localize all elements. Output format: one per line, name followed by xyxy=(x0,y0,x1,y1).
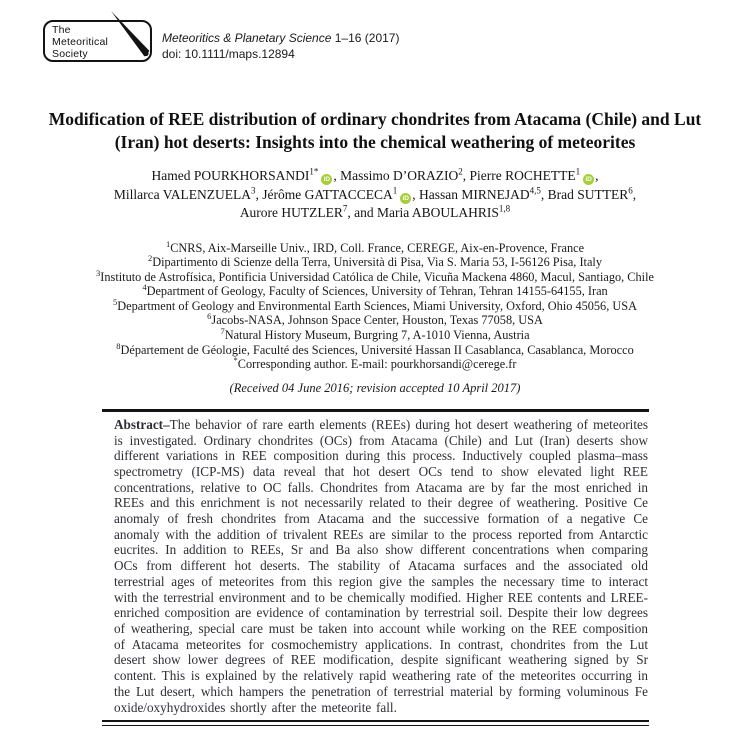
received-line: (Received 04 June 2016; revision accepted 10 April 2017) xyxy=(229,380,521,395)
doi-line: doi: 10.1111/maps.12894 xyxy=(162,47,295,61)
abstract-paragraph xyxy=(102,417,649,715)
corresponding-author-line: *Corresponding author. E-mail: pourkhorsandi@cerege.fr xyxy=(233,355,517,372)
author: Pierre ROCHETTE$^1$iD , xyxy=(469,166,599,183)
author-line-3 xyxy=(0,204,750,223)
journal-citation-line xyxy=(162,30,399,46)
author: Brad SUTTER$^6$, xyxy=(547,185,637,202)
affiliation-line: $^7$Natural History Museum, Burgring 7, A-1010 Vienna, Austria xyxy=(220,325,530,343)
author-line-2 xyxy=(0,186,750,205)
orcid-icon[interactable]: iD xyxy=(321,174,332,185)
journal-header xyxy=(162,30,399,62)
journal-name: Meteoritics & Planetary Science xyxy=(162,31,332,45)
paper-title: Modification of REE distribution of ordinary chondrites from Atacama (Chile) and Lut (Iran) hot deserts: Insights into the chemical weathering of meteorites xyxy=(48,109,702,152)
orcid-icon[interactable]: iD xyxy=(400,193,411,204)
author: Maria ABOULAHRIS$^{1,8}$ xyxy=(377,203,511,220)
affiliation-line: $^6$Jacobs-NASA, Johnson Space Center, Houston, Texas 77058, USA xyxy=(207,311,543,328)
logo-text-line: The xyxy=(52,24,71,36)
affiliation-line: $^3$Instituto de Astrofísica, Pontificia Universidad Católica de Chile, Vicuña Mackena 4860, Macul, Santiago, Chile xyxy=(96,267,654,284)
affiliation-line: $^2$Dipartimento di Scienze della Terra, Università di Pisa, Via S. Maria 53, I-56126 Pisa, Italy xyxy=(147,253,602,270)
author-line-1 xyxy=(0,167,750,186)
logo-box xyxy=(43,20,152,62)
logo-text-line: Meteoritical xyxy=(52,36,109,48)
author: Massimo D’ORAZIO$^2$, xyxy=(340,166,470,183)
affiliation-line: $^5$Department of Geology and Environmental Earth Sciences, Miami University, Oxford, Ohio 45056, USA xyxy=(113,296,637,313)
author: Aurore HUTZLER$^7$, and xyxy=(239,203,378,220)
meteoritical-society-logo xyxy=(43,20,152,62)
author: Hassan MIRNEJAD$^{4,5}$, xyxy=(419,185,548,202)
affiliation-line: $^1$CNRS, Aix-Marseille Univ., IRD, Coll. France, CEREGE, Aix-en-Provence, France xyxy=(165,238,585,255)
affiliation-list xyxy=(0,238,750,372)
journal-issue: 1–16 (2017) xyxy=(334,31,400,45)
author: Jérôme GATTACCECA$^1$iD , xyxy=(262,185,419,202)
logo-text-line: Society xyxy=(52,48,88,60)
author: Hamed $POURKHORSANDI^{1*}iD$ , xyxy=(151,166,341,183)
orcid-icon[interactable]: iD xyxy=(583,174,594,185)
abstract-body: The behavior of rare earth elements (REEs) during hot desert weathering of meteorites is investigated. Ordinary chondrites (OCs) from Atacama (Chile) and Lut (Iran) deserts show different variations in REE composition during this process. Inductively coupled plasma–mass spectrometry (ICP-MS) data reveal that hot desert OCs tend to show elevated light REE concentrations, relative to OC falls. Chondrites from Atacama are by far the most enriched in REEs and this enrichment is not necessarily related to their degree of weathering. Positive Ce anomaly of fresh chondrites from Atacama and the successive formation of a negative Ce anomaly with the addition of trivalent REEs are similar to the process reported from Antarctic eucrites. In addition to REEs, Sr and Ba also show different concentrations when comparing OCs from different hot deserts. The stability of Atacama surfaces and the associated old terrestrial ages of meteorites from this region give the samples the necessary time to interact with the terrestrial environment and to be chemically modified. Higher REE contents and LREE-enriched composition are evidence of contamination by terrestrial soil. Despite their low degrees of weathering, special care must be taken into account while working on the REE composition of Atacama meteorites for cosmochemistry applications. In contrast, chondrites from the Lut desert show lower degrees of REE modification, despite significant weathering signed by Sr content. This is explained by the relatively rapid weathering rate of the meteorites occurring in the Lut desert, which hampers the penetration of terrestrial material by forming voluminous Fe oxide/oxyhydroxides shortly after the meteorite fall. xyxy=(114,416,648,715)
abstract-bottom-rule xyxy=(102,720,649,726)
abstract-label: Abstract– xyxy=(114,416,170,432)
author: Millarca VALENZUELA$^3$, xyxy=(113,185,263,202)
author-list xyxy=(0,167,750,223)
abstract-section xyxy=(102,409,649,726)
affiliation-line: $^8$Département de Géologie, Faculté des Sciences, Université Hassan II Casablanca, Casablanca, Morocco xyxy=(116,340,634,357)
affiliation-line: $^4$Department of Geology, Faculty of Sciences, University of Tehran, Tehran 14155-64155, Iran xyxy=(142,282,608,299)
